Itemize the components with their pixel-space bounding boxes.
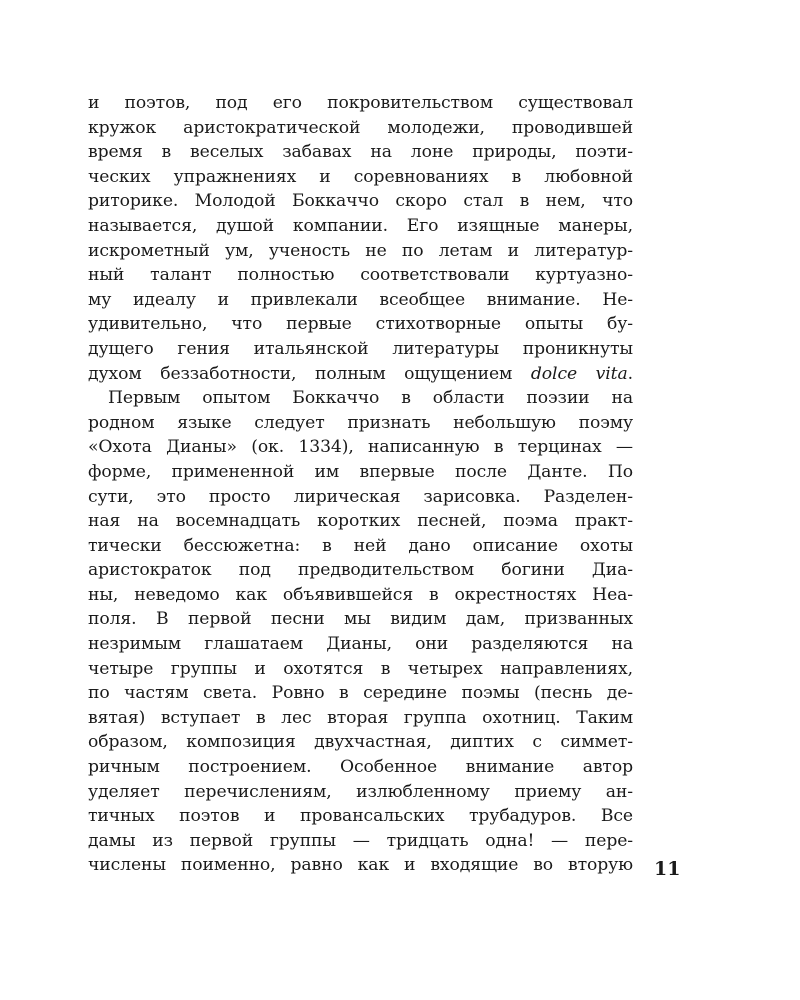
text-line: кружок аристократической молодежи, проводившей (88, 117, 633, 138)
text-line: тичных поэтов и провансальских трубадуров. Все (88, 806, 633, 827)
text-line: му идеалу и привлекали всеобщее внимание. Не- (88, 289, 633, 310)
text-line: уделяет перечислениям, излюбленному приему ан- (88, 781, 633, 802)
text-line: и поэтов, под его покровительством существовал (88, 93, 633, 113)
text-line: дамы из первой группы — тридцать одна! — пере- (88, 830, 633, 851)
text-line: ричным построением. Особенное внимание автор (88, 757, 633, 778)
text-line: ная на восемнадцать коротких песней, поэма практ- (88, 511, 633, 532)
text-run: . (627, 363, 633, 384)
text-line: сути, это просто лирическая зарисовка. Разделен- (88, 486, 633, 507)
text-line: ческих упражнениях и соревнованиях в любовной (88, 166, 633, 187)
text-line (88, 362, 633, 387)
body-text (88, 91, 633, 878)
text-line: аристократок под предводительством богини Диа- (88, 560, 633, 581)
text-line: удивительно, что первые стихотворные опыты бу- (88, 314, 633, 335)
page-number: 11 (654, 858, 681, 880)
text-line: вятая) вступает в лес вторая группа охотниц. Таким (88, 707, 633, 728)
text-line: называется, душой компании. Его изящные манеры, (88, 215, 633, 236)
paragraph-first-line: Первым опытом Боккаччо в области поэзии на (108, 388, 633, 409)
text-line: тически бессюжетна: в ней дано описание охоты (88, 535, 633, 556)
text-line: числены поименно, равно как и входящие во вторую (88, 855, 633, 876)
text-line: форме, примененной им впервые после Данте. По (88, 461, 633, 482)
text-line: ны, неведомо как объявившейся в окрестностях Неа- (88, 584, 633, 605)
text-line: риторике. Молодой Боккаччо скоро стал в нем, что (88, 191, 633, 212)
text-line: дущего гения итальянской литературы проникнуты (88, 338, 633, 359)
text-line: родном языке следует признать небольшую поэму (88, 412, 633, 433)
text-line: ный талант полностью соответствовали куртуазно- (88, 265, 633, 286)
text-line: искрометный ум, ученость не по летам и литератур- (88, 240, 633, 261)
italic-phrase: dolce vita (530, 363, 628, 384)
text-line: «Охота Дианы» (ок. 1334), написанную в терцинах — (88, 437, 633, 458)
text-line: поля. В первой песни мы видим дам, призванных (88, 609, 633, 630)
text-line: по частям света. Ровно в середине поэмы (песнь де- (88, 683, 633, 704)
text-run: духом беззаботности, полным ощущением (88, 363, 531, 384)
text-line: время в веселых забавах на лоне природы, поэти- (88, 142, 633, 163)
text-line: четыре группы и охотятся в четырех направлениях, (88, 658, 633, 679)
text-line: незримым глашатаем Дианы, они разделяются на (88, 634, 633, 655)
text-line: образом, композиция двухчастная, диптих с симмет- (88, 732, 633, 753)
